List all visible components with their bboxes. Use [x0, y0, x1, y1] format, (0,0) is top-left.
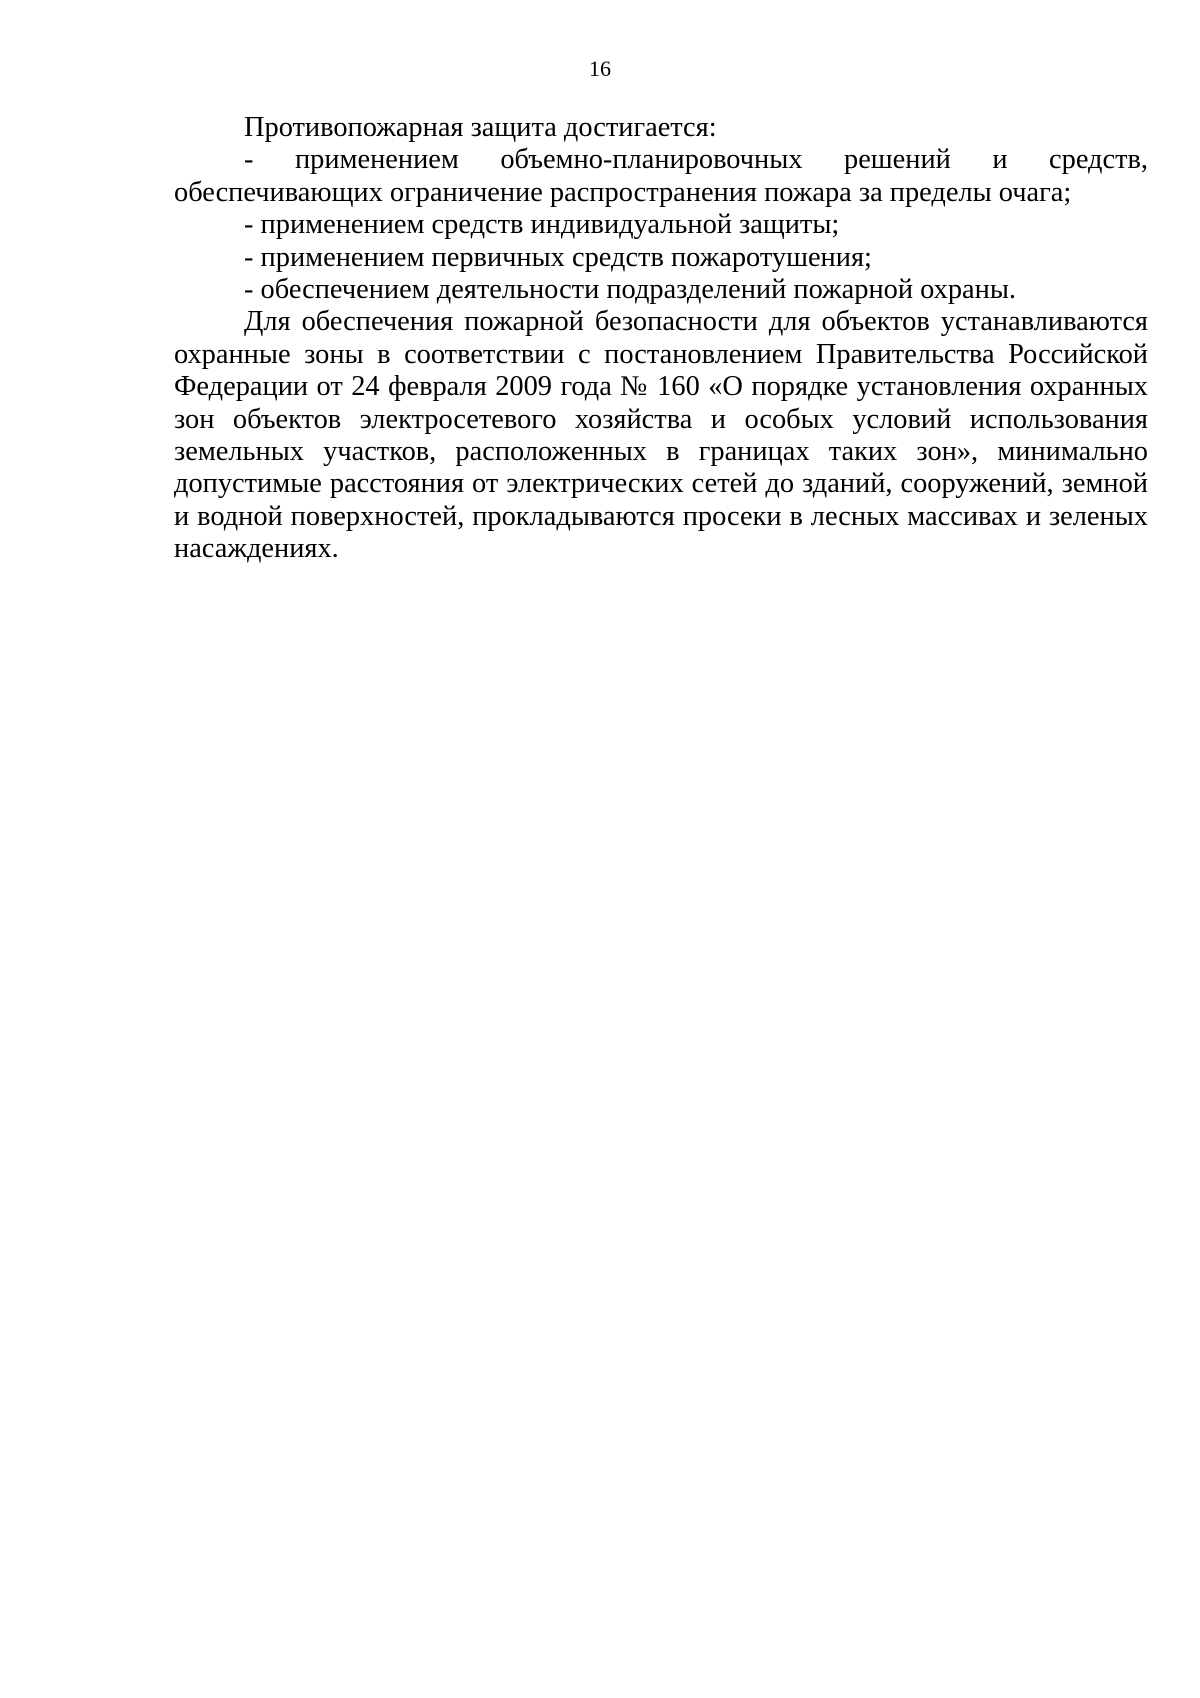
- document-body: [174, 112, 1148, 566]
- list-item-primary-extinguishing: - применением первичных средств пожаротушения;: [244, 241, 872, 273]
- paragraph-intro: Противопожарная защита достигается:: [244, 112, 717, 143]
- list-item-space-planning: - применением объемно-планировочных решений и средств, обеспечивающих ограничение распространения пожара за пределы очага;: [174, 144, 1148, 208]
- page-number: 16: [589, 56, 611, 81]
- list-item-personal-protection: - применением средств индивидуальной защиты;: [244, 209, 840, 241]
- list-item-fire-service: - обеспечением деятельности подразделений пожарной охраны.: [244, 274, 1016, 306]
- paragraph-protection-zones: Для обеспечения пожарной безопасности для объектов устанавливаются охранные зоны в соответствии с постановлением Правительства Российской Федерации от 24 февраля 2009 года № 160 «О порядке установления охранных зон объектов электросетевого хозяйства и особых условий использования земельных участков, расположенных в границах таких зон», минимально допустимые расстояния от электрических сетей до зданий, сооружений, земной и водной поверхностей, прокладываются просеки в лесных массивах и зеленых насаждениях.: [174, 306, 1148, 565]
